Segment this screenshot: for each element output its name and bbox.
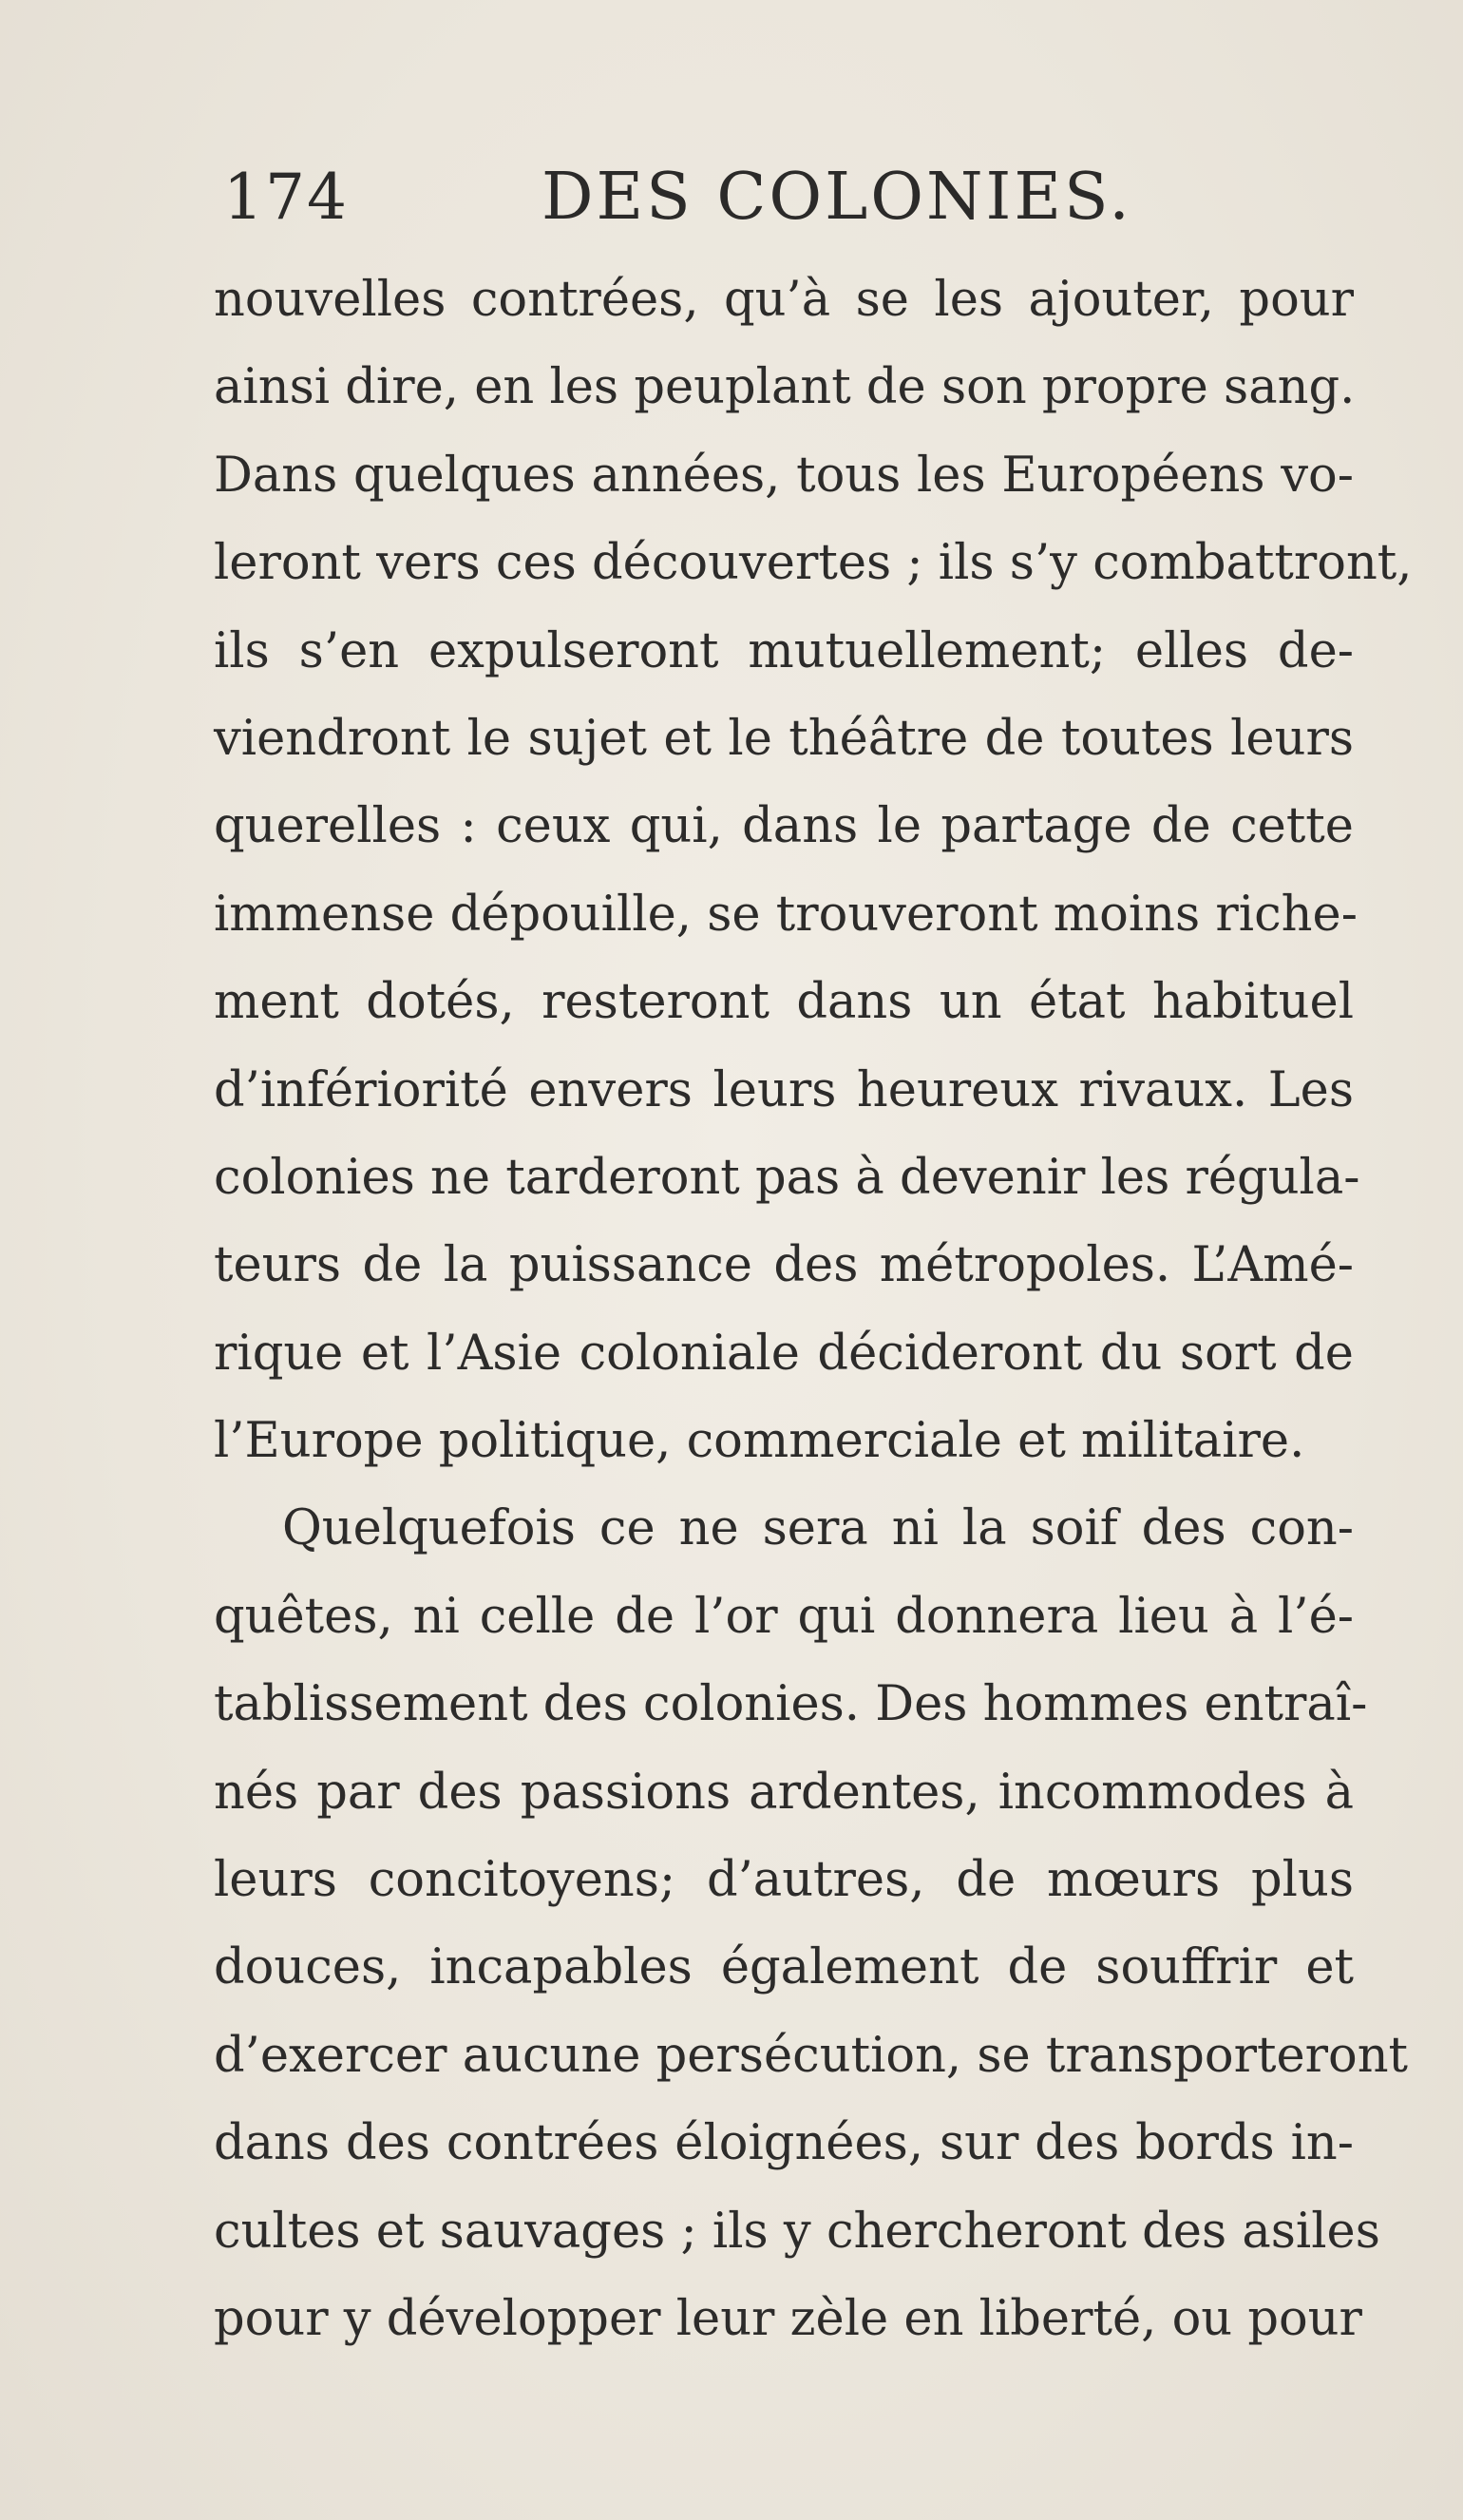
text-line: nouvelles contrées, qu’à se les ajouter, pour bbox=[214, 272, 1354, 328]
text-line: colonies ne tarderont pas à devenir les régula- bbox=[214, 1149, 1360, 1206]
text-line: teurs de la puissance des métropoles. L’Amé- bbox=[214, 1237, 1354, 1294]
text-line: querelles : ceux qui, dans le partage de cette bbox=[214, 798, 1354, 855]
text-line: rique et l’Asie coloniale décideront du sort de bbox=[214, 1325, 1354, 1382]
text-line: pour y développer leur zèle en liberté, ou pour bbox=[214, 2290, 1362, 2347]
text-line: douces, incapables également de souffrir et bbox=[214, 1939, 1354, 1996]
text-line: quêtes, ni celle de l’or qui donnera lieu à l’é- bbox=[214, 1588, 1354, 1645]
text-line: ils s’en expulseront mutuellement; elles de- bbox=[214, 622, 1354, 679]
text-line: d’infériorité envers leurs heureux rivaux. Les bbox=[214, 1061, 1354, 1118]
page-number: 174 bbox=[223, 161, 349, 234]
text-line: leurs concitoyens; d’autres, de mœurs plus bbox=[214, 1852, 1354, 1909]
running-head: DES COLONIES. bbox=[542, 160, 1132, 235]
text-line: cultes et sauvages ; ils y chercheront des asiles bbox=[214, 2203, 1380, 2260]
text-line: Quelquefois ce ne sera ni la soif des con- bbox=[282, 1500, 1354, 1557]
text-line: d’exercer aucune persécution, se transporteront bbox=[214, 2027, 1409, 2084]
text-line: leront vers ces découvertes ; ils s’y combattront, bbox=[214, 535, 1413, 592]
text-line: Dans quelques années, tous les Européens vo- bbox=[214, 447, 1354, 504]
text-line: ainsi dire, en les peuplant de son propre sang. bbox=[214, 359, 1356, 416]
text-line: l’Europe politique, commerciale et militaire. bbox=[214, 1413, 1305, 1470]
text-line: tablissement des colonies. Des hommes entraî- bbox=[214, 1676, 1368, 1733]
text-line: ment dotés, resteront dans un état habituel bbox=[214, 974, 1354, 1031]
page-header bbox=[195, 150, 1335, 245]
text-line: viendront le sujet et le théâtre de toutes leurs bbox=[214, 710, 1354, 767]
text-line: dans des contrées éloignées, sur des bords in- bbox=[214, 2115, 1354, 2172]
text-line: nés par des passions ardentes, incommodes à bbox=[214, 1764, 1354, 1821]
text-line: immense dépouille, se trouveront moins riche- bbox=[214, 886, 1358, 943]
body-text bbox=[214, 257, 1413, 2363]
